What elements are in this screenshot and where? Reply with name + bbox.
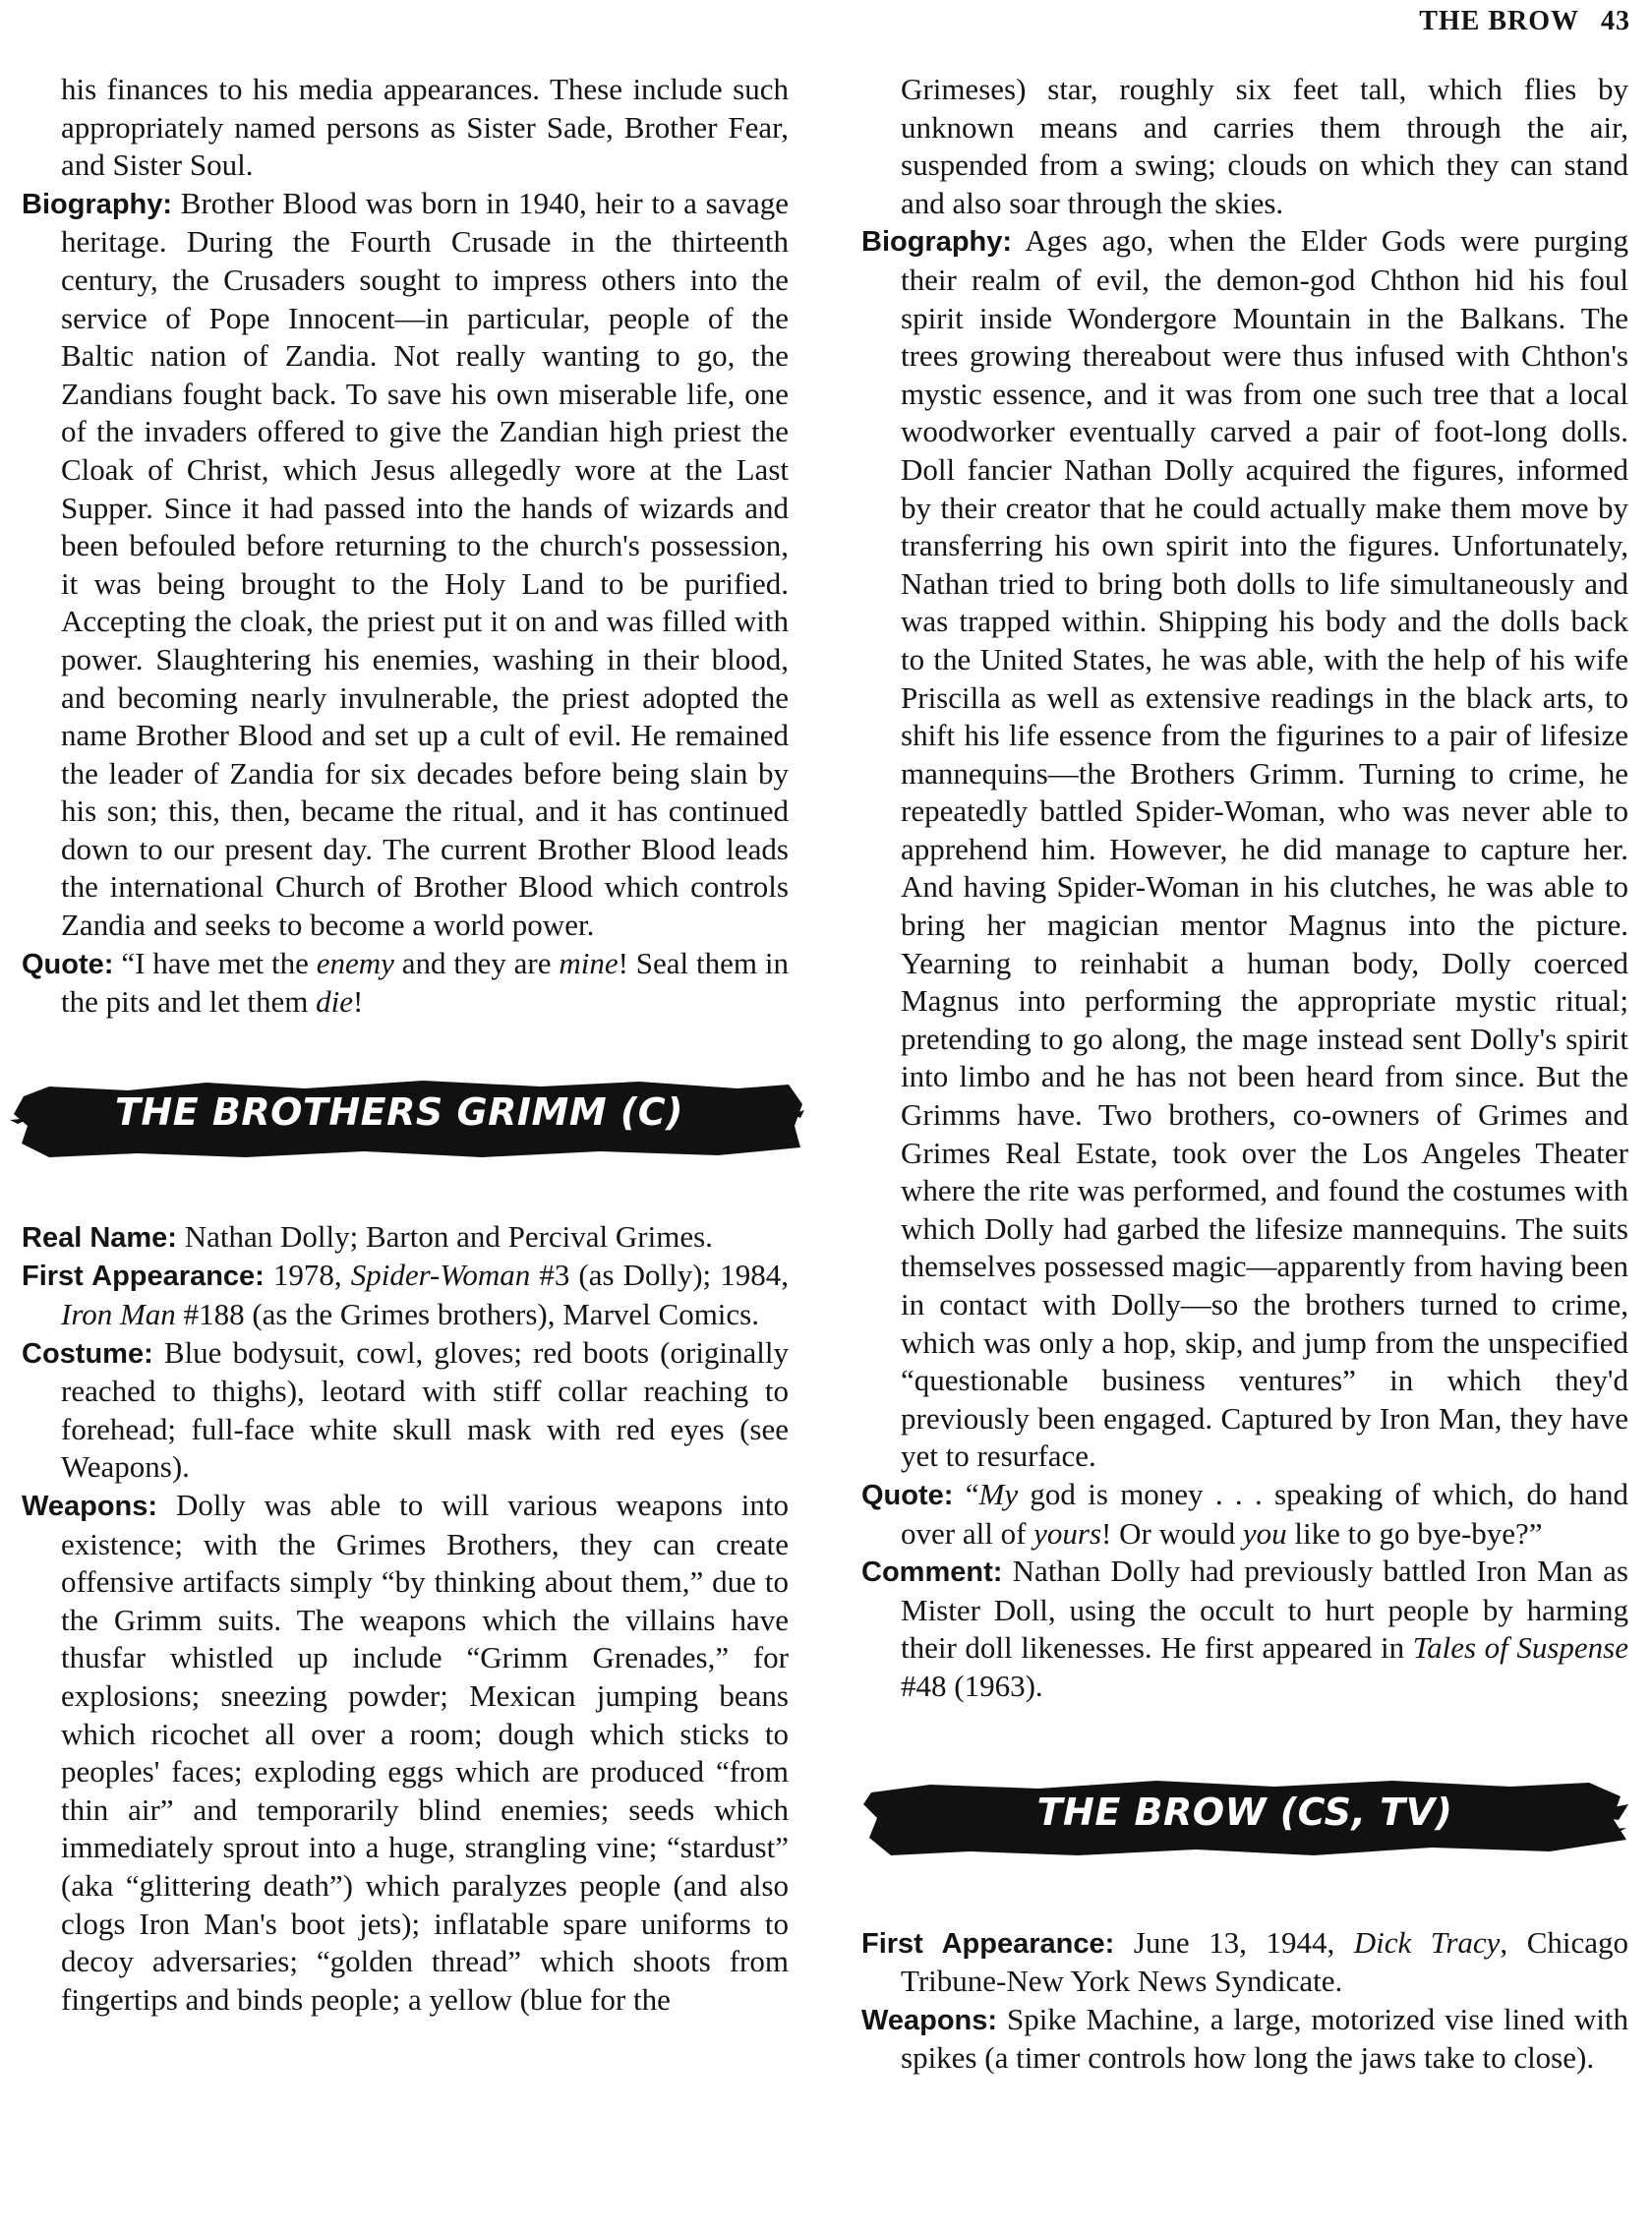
quote-emphasis: you [1242,1515,1287,1551]
biography-entry [22,185,789,945]
real-name-label: Real Name: [22,1221,177,1254]
biography-text: Ages ago, when the Elder Gods were purging their realm of evil, the demon-god Chthon hid his foul spirit inside Wondergore Mountain in the Balkans. The trees growing thereabout were thus infused with Chthon's mystic essence, and it was from one such tree that a local woodworker eventually carved a pair of foot-long dolls. Doll fancier Nathan Dolly acquired the figures, informed by their creator that he could actually make them move by transferring his own spirit into the figures. Unfortunately, Nathan tried to bring both dolls to life simultaneously and was trapped within. Shipping his body and the dolls back to the United States, he was able, with the help of his wife Priscilla as well as extensive readings in the black arts, to shift his life essence from the figurines to a pair of lifesize mannequins—the Brothers Grimm. Turning to crime, he repeatedly battled Spider-Woman, who was never able to apprehend him. However, he did manage to capture her. And having Spider-Woman in his clutches, he was able to bring her magician mentor Magnus into the picture. Yearning to reinhabit a human body, Dolly coerced Magnus into performing the appropriate mystic ritual; pretending to go along, the mage instead sent Dolly's spirit into limbo and he has not been heard from since. But the Grimms have. Two brothers, co-owners of Grimes and Grimes Real Estate, took over the Los Angeles Theater where the rite was performed, and found the costumes with which Dolly had garbed the lifesize mannequins. The suits themselves possessed magic—apparently from having been in contact with Dolly—so the brothers turned to crime, which was only a hop, skip, and jump from the unspecified “questionable business ventures” in which they'd previously been engaged. Captured by Iron Man, they have yet to resurface. [901,223,1628,1474]
comment-label: Comment: [861,1556,1003,1589]
comment-title: Tales of Suspense [1412,1630,1628,1666]
running-head [1419,6,1630,37]
weapons-entry [22,1487,789,2019]
page-number: 43 [1601,6,1630,36]
real-name-entry [22,1218,789,1258]
left-column [22,71,789,2019]
quote-text: like to go bye-bye?” [1286,1515,1543,1551]
costume-entry [22,1334,789,1487]
biography-label: Biography: [22,188,173,220]
right-column [861,71,1628,2078]
running-head-title: THE BROW [1419,6,1579,36]
biography-entry [861,222,1628,1476]
costume-text: Blue bodysuit, cowl, gloves; red boots (originally reached to thighs), leotard with stiff collar reaching to forehead; full-face white skull mask with red eyes (see Weapons). [61,1334,790,1485]
quote-text: ! Seal them in the pits and let them [61,945,789,1020]
quote-label: Quote: [861,1479,954,1511]
quote-text: “I have met the [121,945,317,980]
section-banner-brothers-grimm [10,1075,789,1161]
comment-text: #48 (1963). [901,1668,1043,1703]
continued-paragraph: his finances to his media appearances. These include such appropriately named persons as Sister Sade, Brother Fear, and Sister Soul. [61,72,789,183]
banner-title: THE BROTHERS GRIMM (C) [114,1089,684,1134]
quote-emphasis: die [316,984,354,1020]
section-banner-the-brow [861,1775,1628,1861]
quote-emphasis: yours [1033,1515,1102,1551]
quote-text: “ [965,1476,979,1511]
biography-text: Brother Blood was born in 1940, heir to a savage heritage. During the Fourth Crusade in the thirteenth century, the Crusaders sought to impress others into the service of Pope Innocent—in particular, people of the Baltic nation of Zandia. Not really wanting to go, the Zandians fought back. To save his own miserable life, one of the invaders offered to give the Zandian high priest the Cloak of Christ, which Jesus allegedly wore at the Last Supper. Since it had passed into the hands of wizards and been befouled before returning to the church's possession, it was being brought to the Holy Land to be purified. Accepting the cloak, the priest put it on and was filled with power. Slaughtering his enemies, washing in their blood, and becoming nearly invulnerable, the priest adopted the name Brother Blood and set up a cult of evil. He remained the leader of Zandia for six decades before being slain by his son; this, then, became the ritual, and it has continued down to our present day. The current Brother Blood leads the international Church of Brother Blood which controls Zandia and seeks to become a world power. [61,185,789,943]
quote-emphasis: My [978,1476,1019,1511]
weapons-text: Dolly was able to will various weapons into existence; with the Grimes Brothers, they can create offensive artifacts simply “by thinking about them,” due to the Grimm suits. The weapons which the villains have thusfar whistled up include “Grimm Grenades,” for explosions; sneezing powder; Mexican jumping beans which ricochet all over a room; dough which sticks to peoples' faces; exploding eggs which are produced “from thin air” and temporarily blind enemies; seeds which immediately sprout into a huge, strangling vine; “stardust” (aka “glittering death”) which paralyzes people (and also clogs Iron Man's boot jets); inflatable spare uniforms to decoy adversaries; “golden thread” which shoots from fingertips and binds people; a yellow (blue for the [61,1488,790,2017]
first-appearance-title: Dick Tracy [1353,1924,1501,1960]
first-appearance-entry [22,1257,789,1333]
quote-text: ! [353,984,364,1020]
weapons-text: Spike Machine, a large, motorized vise lined with spikes (a timer controls how long the jaws take to close). [901,2001,1629,2076]
first-appearance-entry [861,1924,1628,2001]
biography-label: Biography: [861,226,1013,259]
comment-text: Nathan Dolly had previously battled Iron Man as Mister Doll, using the occult to hurt people by harming their doll likenesses. He first appeared in [901,1554,1628,1666]
quote-entry [861,1476,1628,1553]
quote-text: god is money . . . speaking of which, do hand over all of [901,1476,1629,1551]
first-appearance-label: First Appearance: [861,1927,1115,1960]
quote-label: Quote: [22,948,114,980]
first-appearance-title: Iron Man [61,1297,176,1332]
comment-entry [861,1553,1628,1705]
first-appearance-text: #188 (as the Grimes brothers), Marvel Comics. [175,1297,759,1332]
quote-emphasis: enemy [316,945,394,980]
first-appearance-label: First Appearance: [22,1261,265,1293]
first-appearance-text: June 13, 1944, [1133,1924,1354,1960]
quote-entry [22,945,789,1022]
first-appearance-text: #3 (as Dolly); 1984, [530,1258,789,1293]
continued-paragraph: Grimeses) star, roughly six feet tall, which flies by unknown means and carries them through the air, suspended from a swing; clouds on which they can stand and also soar through the skies. [901,72,1628,220]
costume-label: Costume: [22,1337,153,1370]
first-appearance-text: , Chicago Tribune-New York News Syndicate. [901,1924,1628,1999]
quote-text: and they are [393,945,560,980]
first-appearance-text: 1978, [272,1258,351,1293]
weapons-entry [861,2001,1628,2078]
weapons-label: Weapons: [861,2004,998,2036]
quote-emphasis: mine [559,945,619,980]
weapons-label: Weapons: [22,1491,158,1522]
real-name-text: Nathan Dolly; Barton and Percival Grimes. [184,1218,713,1254]
first-appearance-title: Spider-Woman [350,1258,531,1293]
banner-title: THE BROW (CS, TV) [1036,1790,1453,1834]
quote-text: ! Or would [1101,1515,1243,1551]
